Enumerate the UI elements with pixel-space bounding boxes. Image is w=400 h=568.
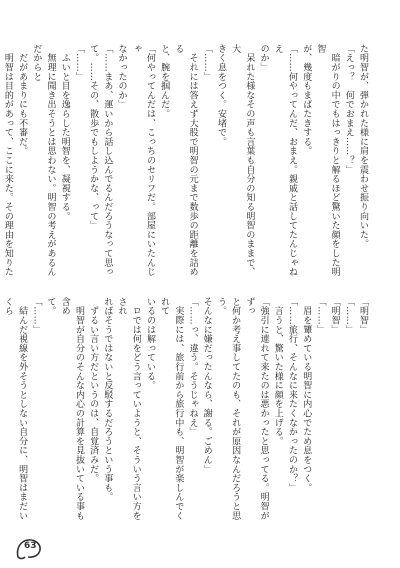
text-line: そんなに嫌だったんなら、謝る。ごめん」 [201, 297, 212, 474]
text-line: て。 [45, 297, 56, 316]
text-line: ればそうではないと反駁するだろうという事も。 [102, 297, 113, 502]
text-line: 「……」 [73, 44, 84, 82]
text-line: と、腕を掴んだ。 [159, 44, 170, 119]
text-line: と何か考え事してたのも、それが原因なんだろうと思う。 [215, 297, 241, 521]
text-line [0, 297, 1, 527]
text-line: ずるい言い方だというのは、自覚済みだ。 [88, 297, 99, 483]
text-line: 「えっ？ 何でおまえ……？」 [343, 44, 354, 175]
text-line: それには答えず大股で明智の元まで数歩の距離を詰める [173, 44, 198, 277]
text-line: 「……」 [201, 44, 212, 82]
text-line: 言うと、驚いた様に顔を上げる。 [272, 297, 283, 446]
text-line: 「……」 [343, 297, 354, 335]
text-line: 呆れた様なその声も言葉も自分の知る明智のままで、大 [230, 44, 255, 277]
page-number: 63 [24, 541, 37, 551]
text-line: 明智は目的があって、ここに来た。その理由を知りた [2, 53, 13, 277]
text-line: た明智が、弾かれた様に肩を震わせ振り向いた。 [358, 44, 368, 249]
text-line: 「……」 [31, 297, 42, 335]
text-line: ロでは何をどう言っていようと、そういう言い方をされ [116, 297, 141, 521]
text-line: 眉を顰めている明智に内心でため息をつく。 [301, 297, 312, 493]
text-line: 「強引に連れて来たのは悪かったと思ってる。明智がずっ [244, 297, 269, 521]
text-line: が、幾度もまばたきする。 [301, 44, 312, 156]
text-line: 「……何やってんだ、おまえ。親戚と話してたんじゃねえ [272, 44, 297, 277]
text-line: 「……っ、違う。そうじゃねえ」 [187, 297, 198, 437]
text-line: 「明智」 [358, 297, 368, 335]
text-line: ふいと目を逸らした明智を、凝視する。 [59, 44, 70, 221]
text-line: なかったのか」 [116, 44, 127, 110]
text-line: のか」 [258, 44, 269, 72]
text-line: 「……旅行、そんなに来たくなかったのか？」 [286, 297, 297, 493]
upper-text-block [2, 44, 370, 282]
text-line: いるのは解っている。 [144, 297, 155, 390]
text-line: 「何やってんだは、こっちのセリフだ。部屋にいたんじゃ [130, 44, 155, 277]
page-number-badge [14, 537, 44, 559]
text-line: 無理に聞き出そうとは思わない。明智の考えがあるんだからと [31, 44, 56, 277]
text-line: て。……その、散歩でもしようかな、って」 [88, 44, 99, 230]
lower-text-block [2, 297, 370, 527]
text-line: 「明智」 [329, 297, 340, 335]
text-line: 実際には、旅行前から旅行中も、明智が楽しんでくれて [159, 297, 184, 521]
text-line: 「……」 [315, 297, 326, 335]
text-line: 「……まあ、運いから話し込んでるんだろうなって思っ [102, 44, 113, 277]
text-line: だがあまりにも不審だ。 [17, 44, 28, 156]
text-line: 結んだ視線を外そうとしない自分に、明智はまだいくら [2, 297, 28, 521]
text-line: 明智が自分のそんな内心の計算を見抜いている事も含め [59, 297, 84, 521]
text-line: 暗がりの中でもはっきりと解るほど驚いた顔をした明智 [315, 44, 340, 277]
text-line: きく息をつく。安堵で。 [215, 44, 226, 147]
